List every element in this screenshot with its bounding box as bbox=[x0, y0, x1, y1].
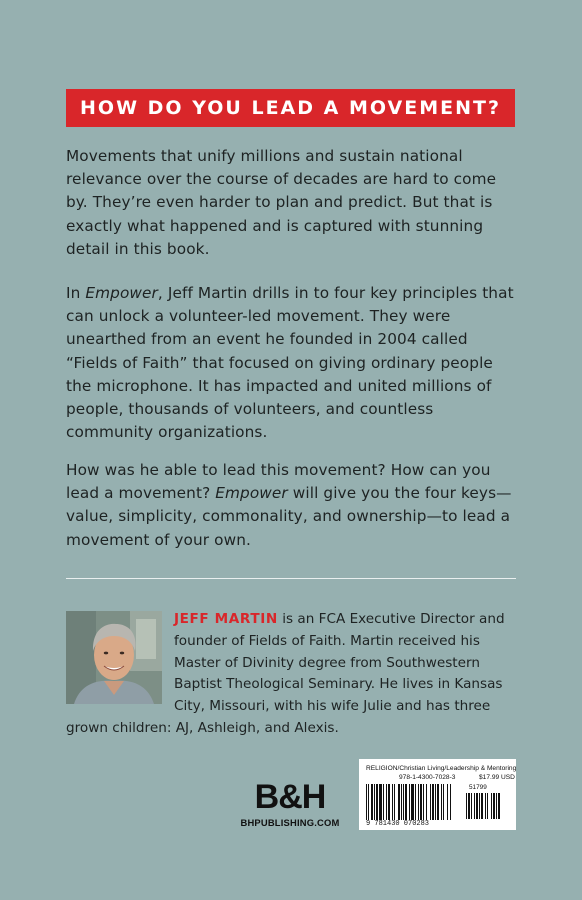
headline-text: HOW DO YOU LEAD A MOVEMENT? bbox=[80, 97, 501, 119]
barcode-isbn: 978-1-4300-7028-3 bbox=[399, 774, 456, 781]
paragraph-3-lead: How was he able to lead this movement? How can you lead a movement? bbox=[66, 461, 491, 503]
description-paragraph-2 bbox=[66, 282, 518, 444]
isbn-barcode bbox=[366, 784, 462, 822]
barcode-addon-number: 51799 bbox=[469, 784, 487, 791]
headline-banner bbox=[66, 89, 515, 127]
section-divider bbox=[66, 578, 516, 579]
publisher-logo-mark: B&H bbox=[254, 778, 326, 816]
publisher-url: BHPUBLISHING.COM bbox=[240, 817, 340, 828]
description-paragraph-1: Movements that unify millions and sustain national relevance over the course of decades are hard to come by. They’re even harder to plan and predict. But that is exactly what happened and is captured with stunning detail in this book. bbox=[66, 147, 497, 258]
barcode-price: $17.99 USD bbox=[479, 774, 515, 781]
addon-barcode bbox=[466, 793, 506, 825]
book-title-italic: Empower bbox=[215, 484, 288, 503]
paragraph-2-text: , Jeff Martin drills in to four key principles that can unlock a volunteer-led movement. They were unearthed from an event he founded in 2004 called “Fields of Faith” that focused on giving ordinary people the microphone. It has impacted and united millions of people, thousands of volunteers, and countless community organizations. bbox=[66, 284, 514, 442]
barcode-digits: 9 781430 070283 bbox=[366, 820, 430, 828]
paragraph-2-lead: In bbox=[66, 284, 86, 302]
description-paragraph-3 bbox=[66, 459, 518, 552]
paragraph-3-text: will give you the four keys—value, simplicity, commonality, and ownership—to lead a movement of your own. bbox=[66, 484, 512, 549]
author-bio bbox=[66, 609, 518, 740]
author-bio-text: is an FCA Executive Director and founder of Fields of Faith. Martin received his Master of Divinity degree from Southwestern Baptist Theological Seminary. He lives in Kansas City, Missouri, with his wife Julie and has three grown children: AJ, Ashleigh, and Alexis. bbox=[66, 611, 505, 736]
book-title-italic: Empower bbox=[85, 284, 158, 302]
barcode-label bbox=[359, 759, 516, 830]
publisher-logo bbox=[240, 780, 340, 830]
barcode-category: RELIGION/Christian Living/Leadership & Mentoring bbox=[366, 765, 517, 772]
author-name: JEFF MARTIN bbox=[174, 611, 278, 627]
